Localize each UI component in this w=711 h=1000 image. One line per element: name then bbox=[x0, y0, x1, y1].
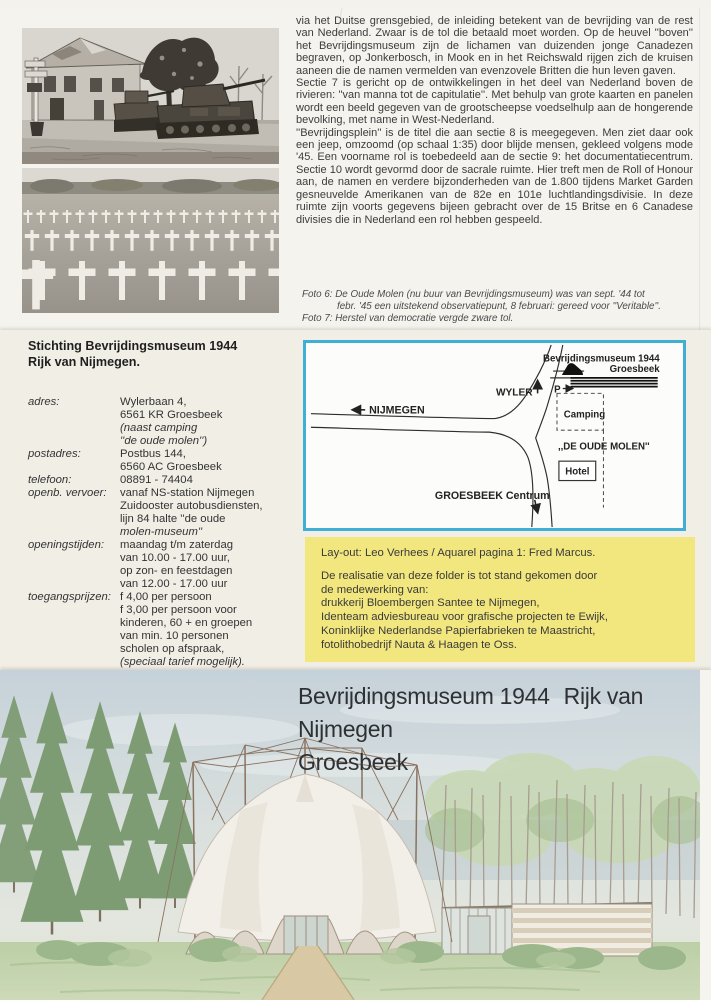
map-museum-label-line1: Bevrijdingsmuseum 1944 bbox=[542, 353, 660, 365]
entry-value-line: (naast camping bbox=[120, 422, 198, 434]
entry-value-line: van 12.00 - 17.00 uur bbox=[120, 578, 228, 590]
entry-value-line: Wylerbaan 4, bbox=[120, 396, 187, 408]
map-illustration bbox=[306, 343, 683, 528]
credits-box bbox=[305, 537, 695, 662]
entry-value-line: 6561 KR Groesbeek bbox=[120, 409, 223, 421]
map-museum-label-line2: Groesbeek bbox=[609, 364, 660, 376]
credits-layout-line: Lay-out: Leo Verhees / Aquarel pagina 1: Fred Marcus. bbox=[321, 547, 596, 559]
credits-intro-line2: de medewerking van: bbox=[321, 583, 429, 596]
cover-title-line2: Groesbeek bbox=[298, 749, 408, 775]
caption-foto7 bbox=[302, 313, 694, 325]
entry-value-line: Postbus 144, bbox=[120, 448, 186, 460]
entry-value-line: Zuidooster autobusdiensten, bbox=[120, 500, 263, 512]
credits-intro-line1: De realisatie van deze folder is tot stand gekomen door bbox=[321, 569, 598, 582]
entry-value-line: f 3,00 per persoon voor bbox=[120, 604, 237, 616]
entry-value-line: 6560 AC Groesbeek bbox=[120, 461, 222, 473]
cover-title-region: Rijk van Nijmegen bbox=[298, 683, 644, 742]
entry-value-line: vanaf NS-station Nijmegen bbox=[120, 487, 255, 499]
foundation-heading bbox=[28, 338, 293, 370]
entry-value-line: op zon- en feestdagen bbox=[120, 565, 233, 577]
photo-foto6-tanks bbox=[22, 28, 279, 164]
entry-value-line: molen-museum'' bbox=[120, 526, 203, 538]
entry-label: openingstijden: bbox=[28, 539, 105, 551]
entry-label: toegangsprijzen: bbox=[28, 591, 111, 603]
entry-value-line: maandag t/m zaterdag bbox=[120, 539, 234, 551]
entry-label: adres: bbox=[28, 396, 60, 408]
credits-contributor: Koninklijke Nederlandse Papierfabrieken te Maastricht, bbox=[321, 624, 596, 637]
contact-entries bbox=[28, 396, 293, 669]
caption-foto6 bbox=[302, 289, 694, 301]
cover-title-museum: Bevrijdingsmuseum 1944 bbox=[298, 683, 550, 709]
location-map bbox=[303, 340, 686, 531]
map-nijmegen-label: NIJMEGEN bbox=[369, 404, 425, 417]
caption-text: Herstel van democratie vergde zware tol. bbox=[335, 312, 514, 324]
photo-captions bbox=[302, 289, 694, 324]
entry-label: postadres: bbox=[28, 448, 81, 460]
caption-label: Foto 7: bbox=[302, 312, 333, 324]
heading-line2: Rijk van Nijmegen. bbox=[28, 355, 140, 369]
credits-contributor: drukkerij Bloembergen Santee te Nijmegen, bbox=[321, 597, 540, 610]
heading-line1: Stichting Bevrijdingsmuseum 1944 bbox=[28, 339, 238, 353]
entry-telefoon bbox=[28, 474, 293, 487]
cross-rows bbox=[22, 195, 279, 313]
caption-foto6-line2: febr. '45 een uitstekend observatiepunt, 8 februari: gereed voor ''Veritable''. bbox=[337, 300, 661, 312]
annex-door bbox=[468, 916, 490, 954]
entry-label: openb. vervoer: bbox=[28, 487, 107, 499]
caption-text: De Oude Molen (nu buur van Bevrijdingsmuseum) was van sept. '44 tot bbox=[335, 289, 645, 300]
entry-adres bbox=[28, 396, 293, 448]
entry-value-line: (speciaal tarief mogelijk). bbox=[120, 656, 245, 668]
cover-title-line1 bbox=[298, 680, 711, 746]
photo-foto7-cemetery bbox=[22, 168, 279, 313]
map-groesbeek-centrum-label: GROESBEEK Centrum bbox=[434, 489, 550, 502]
entry-value-line: kinderen, 60 + en groepen bbox=[120, 617, 253, 629]
paragraph: via het Duitse grensgebied, de inleiding betekent van de bevrijding van de rest van Nederland. Zwaar is de tol die betaald moet worden. Op de heuvel ''boven'' het Bevrijdingsmuseum zijn de lichamen van duizenden jonge Canadezen begraven, op Jonkerbosch, in Mook en in het Reichswald rijgen zich de kruisen aaneen die de namen vermelden van evenzovele Britten die hun leven gaven. bbox=[296, 15, 693, 77]
map-oude-molen-label: ,,DE OUDE MOLEN'' bbox=[557, 441, 650, 453]
entry-value-line: van min. 10 personen bbox=[120, 630, 229, 642]
entry-value-line: lijn 84 halte ''de oude bbox=[120, 513, 226, 525]
panel-inside-story bbox=[0, 8, 711, 328]
article-text bbox=[296, 15, 693, 226]
paragraph: Sectie 7 is gericht op de ontwikkelingen in het deel van Nederland boven de rivieren: ''van manna tot de capitulatie''. Met behulp van grote kaarten en panelen wordt een beeld gegeven van de grootscheepse voedselhulp aan de hongerende bevolking, met name in West-Nederland. bbox=[296, 77, 693, 127]
map-camping-label: Camping bbox=[563, 409, 606, 421]
entry-value-line: ''de oude molen'') bbox=[120, 435, 208, 447]
map-parking-label: P bbox=[554, 384, 561, 396]
credits-contributor: Identeam adviesbureau voor grafische projecten te Ewijk, bbox=[321, 611, 608, 624]
entry-value-line: f 4,00 per persoon bbox=[120, 591, 212, 603]
contact-block bbox=[28, 338, 293, 669]
entry-value-line: scholen op afspraak, bbox=[120, 643, 225, 655]
panel-info bbox=[0, 330, 711, 670]
caption-label: Foto 6: bbox=[302, 289, 333, 300]
entry-toegangsprijzen bbox=[28, 591, 293, 669]
entry-label: telefoon: bbox=[28, 474, 72, 486]
cemetery-photo-illustration bbox=[22, 168, 279, 313]
entry-postadres bbox=[28, 448, 293, 474]
paragraph: ''Bevrijdingsplein'' is de titel die aan sectie 8 is meegegeven. Men ziet daar ook een jeep, omzoomd (op schaal 1:35) door blijde mensen, gekleed volgens mode '45. Een voorname rol is toebedeeld aan de sectie 9: het documentatiecentrum. Sectie 10 wordt gevormd door de sacrale ruimte. Hier treft men de Roll of Honour aan, de namen en verdere bijzonderheden van de 1.800 tijdens Market Garden gesneuvelde Amerikanen van de 82e en 101e luchtlandingsdivisie. In deze ruimte zijn voorts gegevens bijeen gebracht over de 15 Britse en 6 Canadese divisies die in Nederland een rol hebben gespeeld. bbox=[296, 126, 693, 226]
entry-openbaar-vervoer bbox=[28, 487, 293, 539]
entry-value-line: van 10.00 - 17.00 uur, bbox=[120, 552, 230, 564]
credits-contributor: fotolithobedrijf Nauta & Haagen te Oss. bbox=[321, 638, 517, 651]
cover-title bbox=[298, 680, 711, 779]
tanks-photo-illustration bbox=[22, 28, 279, 164]
panel-cover bbox=[0, 670, 711, 1000]
entry-openingstijden bbox=[28, 539, 293, 591]
map-wyler-label: WYLER bbox=[495, 387, 533, 399]
map-hotel-label: Hotel bbox=[565, 466, 590, 478]
entry-value-line: 08891 - 74404 bbox=[120, 474, 193, 486]
